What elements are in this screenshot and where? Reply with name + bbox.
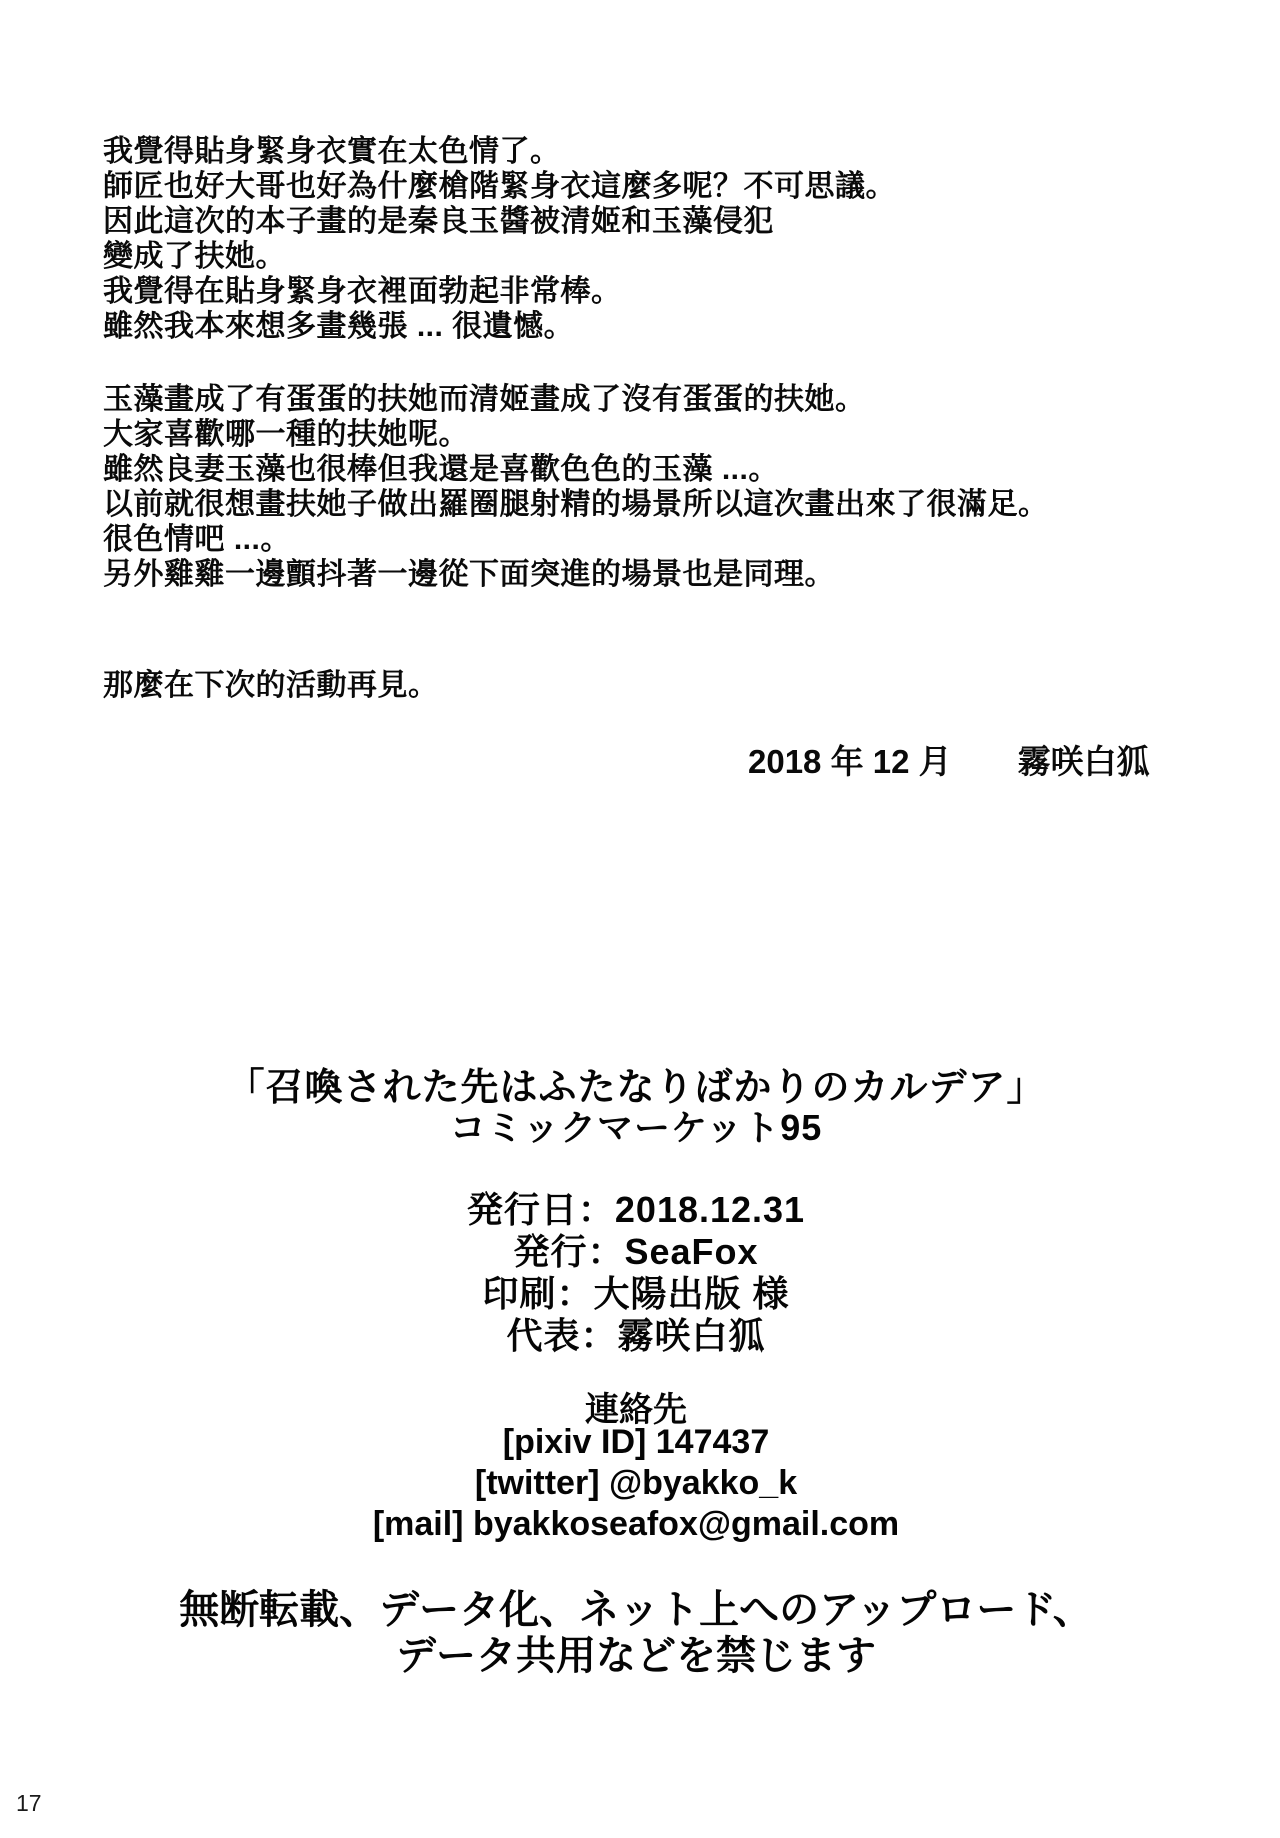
afterword-line: 以前就很想畫扶她子做出羅圈腿射精的場景所以這次畫出來了很滿足。 [103, 488, 1049, 521]
afterword-line: 師匠也好大哥也好為什麼槍階緊身衣這麼多呢？不可思議。 [103, 170, 896, 203]
afterword-line: 雖然良妻玉藻也很棒但我還是喜歡色色的玉藻 ...。 [103, 453, 779, 486]
publication-date-line: 発行日：2018.12.31 [466, 1189, 806, 1230]
publisher-line: 発行：SeaFox [513, 1231, 759, 1272]
page-number: 17 [16, 1790, 42, 1816]
representative-line: 代表：霧咲白狐 [506, 1315, 766, 1356]
contact-mail-line: [mail] byakkoseafox@gmail.com [372, 1505, 900, 1543]
afterword-paragraph-one [103, 134, 896, 344]
afterword-line: 我覺得貼身緊身衣實在太色情了。 [103, 135, 561, 168]
contact-heading: 連絡先 [585, 1391, 687, 1429]
signature-date-author: 2018 年 12 月 霧咲白狐 [748, 743, 1150, 780]
afterword-line: 變成了扶她。 [103, 240, 286, 273]
copyright-notice-line: データ共用などを禁じます [396, 1634, 876, 1678]
printer-line: 印刷：大陽出版 様 [482, 1273, 790, 1314]
afterword-paragraph-two [103, 382, 1049, 592]
afterword-line: 大家喜歡哪一種的扶她呢。 [103, 418, 469, 451]
colophon-book-title: 「召喚された先はふたなりばかりのカルデア」 [226, 1067, 1046, 1109]
afterword-line: 我覺得在貼身緊身衣裡面勃起非常棒。 [103, 275, 622, 308]
afterword-line: 很色情吧 ...。 [103, 523, 291, 556]
afterword-line: 因此這次的本子畫的是秦良玉醬被清姬和玉藻侵犯 [103, 205, 774, 238]
colophon-event-name: コミックマーケット95 [449, 1107, 823, 1148]
contact-pixiv-line: [pixiv ID] 147437 [502, 1423, 770, 1461]
contact-twitter-line: [twitter] @byakko_k [474, 1464, 798, 1502]
afterword-line: 雖然我本來想多畫幾張 ... 很遺憾。 [103, 310, 575, 343]
closing-line: 那麼在下次的活動再見。 [103, 669, 439, 702]
afterword-line: 玉藻畫成了有蛋蛋的扶她而清姬畫成了沒有蛋蛋的扶她。 [103, 383, 866, 416]
copyright-notice-line: 無断転載、データ化、ネット上へのアップロード、 [179, 1588, 1093, 1632]
afterword-line: 另外雞雞一邊顫抖著一邊從下面突進的場景也是同理。 [103, 558, 835, 591]
